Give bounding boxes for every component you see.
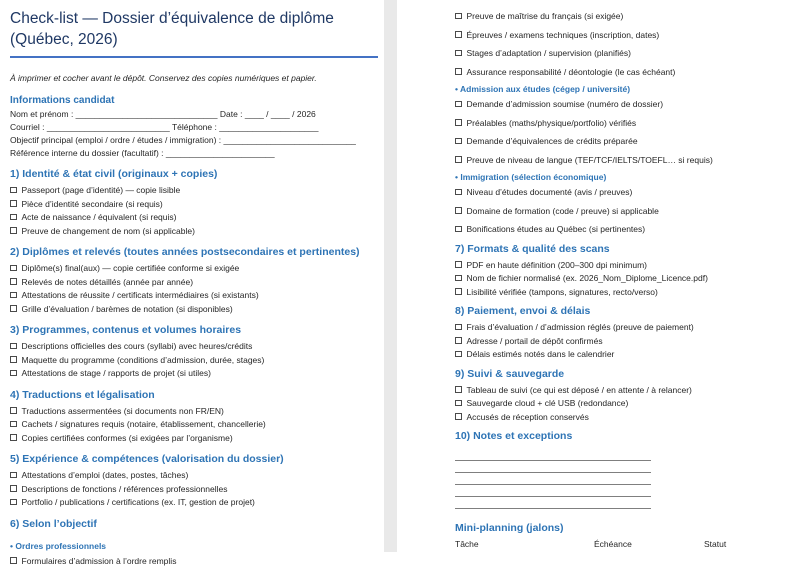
checklist-item-label: Preuve de maîtrise du français (si exigée) <box>467 11 624 21</box>
checklist-item-label: Demande d’admission soumise (numéro de dossier) <box>467 99 664 109</box>
checklist-right-sections <box>455 10 778 549</box>
checkbox-icon[interactable] <box>10 292 17 299</box>
checklist-item-label: Traductions assermentées (si documents non FR/EN) <box>22 406 224 416</box>
checklist-section <box>455 367 778 425</box>
checklist-item-label: Attestations de réussite / certificats intermédiaires (si existants) <box>22 290 259 300</box>
candidate-form-line: Courriel : __________________________ Téléphone : _____________________ <box>10 121 384 134</box>
checklist-item <box>455 205 778 218</box>
checklist-item-label: Délais estimés notés dans le calendrier <box>467 349 615 359</box>
checklist-item <box>455 272 778 286</box>
checklist-item <box>10 276 384 290</box>
checkbox-icon[interactable] <box>10 557 17 564</box>
checklist-section <box>455 242 778 300</box>
checkbox-icon[interactable] <box>455 31 462 38</box>
checklist-item <box>455 223 778 236</box>
notes-blank-line <box>455 461 651 473</box>
checklist-item-label: Acte de naissance / équivalent (si requis) <box>22 212 177 222</box>
checklist-item <box>10 418 384 432</box>
checkbox-icon[interactable] <box>10 187 17 194</box>
checklist-item-label: Formulaires d’admission à l’ordre remplis <box>22 556 177 566</box>
checkbox-icon[interactable] <box>455 288 462 295</box>
checklist-item-label: Preuve de niveau de langue (TEF/TCF/IELTS/TOEFL… si requis) <box>467 155 713 165</box>
checklist-item-label: Adresse / portail de dépôt confirmés <box>467 336 603 346</box>
section-heading: 3) Programmes, contenus et volumes horaires <box>10 323 384 338</box>
section-heading: 6) Selon l’objectif <box>10 517 384 532</box>
checklist-item-label: Bonifications études au Québec (si pertinentes) <box>467 224 646 234</box>
checkbox-icon[interactable] <box>455 324 462 331</box>
checklist-item-label: Domaine de formation (code / preuve) si applicable <box>467 206 659 216</box>
checklist-item-label: Grille d’évaluation / barèmes de notation (si disponibles) <box>22 304 233 314</box>
section-heading: 7) Formats & qualité des scans <box>455 242 778 257</box>
checkbox-icon[interactable] <box>10 214 17 221</box>
checklist-section <box>455 521 778 549</box>
checklist-item <box>10 405 384 419</box>
checklist-item <box>455 411 778 425</box>
checkbox-icon[interactable] <box>10 227 17 234</box>
checklist-item-label: PDF en haute définition (200–300 dpi minimum) <box>467 260 648 270</box>
checklist-left-sections <box>10 167 384 568</box>
checklist-section <box>10 388 384 446</box>
checkbox-icon[interactable] <box>10 407 17 414</box>
section-heading: Mini-planning (jalons) <box>455 521 778 536</box>
checklist-item <box>10 225 384 239</box>
checklist-item-label: Portfolio / publications / certifications (ex. IT, gestion de projet) <box>22 497 255 507</box>
checklist-section <box>10 167 384 238</box>
checklist-item <box>455 154 778 167</box>
checklist-item <box>10 555 384 568</box>
notes-blank-line <box>455 485 651 497</box>
checkbox-icon[interactable] <box>455 337 462 344</box>
checklist-section <box>10 245 384 316</box>
checkbox-icon[interactable] <box>10 265 17 272</box>
checklist-item <box>455 117 778 130</box>
checklist-item-label: Cachets / signatures requis (notaire, établissement, chancellerie) <box>22 419 266 429</box>
checklist-item <box>10 340 384 354</box>
checklist-item <box>455 348 778 362</box>
checkbox-icon[interactable] <box>455 138 462 145</box>
checkbox-icon[interactable] <box>10 356 17 363</box>
checklist-item <box>455 29 778 42</box>
checklist-item-label: Frais d’évaluation / d’admission réglés (preuve de paiement) <box>467 322 694 332</box>
checklist-item-label: Descriptions de fonctions / références professionnelles <box>22 484 228 494</box>
section-heading: 2) Diplômes et relevés (toutes années postsecondaires et pertinentes) <box>10 245 384 260</box>
checklist-item <box>10 469 384 483</box>
checklist-item-label: Lisibilité vérifiée (tampons, signatures, recto/verso) <box>467 287 658 297</box>
checklist-item-label: Niveau d’études documenté (avis / preuves) <box>467 187 633 197</box>
checklist-item <box>10 303 384 317</box>
section-heading: 4) Traductions et légalisation <box>10 388 384 403</box>
checkbox-icon[interactable] <box>10 370 17 377</box>
checkbox-icon[interactable] <box>455 119 462 126</box>
checklist-item-label: Préalables (maths/physique/portfolio) vérifiés <box>467 118 637 128</box>
checklist-section <box>10 323 384 381</box>
checklist-item-label: Tableau de suivi (ce qui est déposé / en attente / à relancer) <box>467 385 692 395</box>
checkbox-icon[interactable] <box>10 472 17 479</box>
checklist-item <box>10 496 384 510</box>
notes-blank-line <box>455 497 651 509</box>
checklist-section <box>455 304 778 362</box>
checkbox-icon[interactable] <box>10 278 17 285</box>
checklist-item <box>455 135 778 148</box>
section-heading: 10) Notes et exceptions <box>455 429 778 444</box>
checkbox-icon[interactable] <box>10 434 17 441</box>
checkbox-icon[interactable] <box>455 261 462 268</box>
planning-column-header: Tâche <box>455 539 594 549</box>
candidate-form-line: Nom et prénom : ______________________________ Date : ____ / ____ / 2026 <box>10 108 384 121</box>
checklist-item <box>455 10 778 23</box>
checklist-item-label: Copies certifiées conformes (si exigées par l’organisme) <box>22 433 233 443</box>
checklist-section <box>455 429 778 509</box>
checklist-item <box>10 483 384 497</box>
subsection-heading: • Immigration (sélection économique) <box>455 172 778 183</box>
checklist-item <box>455 286 778 300</box>
checkbox-icon[interactable] <box>455 156 462 163</box>
checkbox-icon[interactable] <box>10 305 17 312</box>
checklist-item-label: Assurance responsabilité / déontologie (le cas échéant) <box>467 67 676 77</box>
checklist-item <box>10 262 384 276</box>
checklist-item <box>455 186 778 199</box>
checklist-item <box>455 98 778 111</box>
checkbox-icon[interactable] <box>10 421 17 428</box>
checklist-item-label: Nom de fichier normalisé (ex. 2026_Nom_Diplome_Licence.pdf) <box>467 273 708 283</box>
notes-blank-lines <box>455 449 778 509</box>
checkbox-icon[interactable] <box>455 386 462 393</box>
checklist-section <box>455 84 778 167</box>
checklist-item <box>10 367 384 381</box>
checklist-item-label: Épreuves / examens techniques (inscription, dates) <box>467 30 660 40</box>
checkbox-icon[interactable] <box>455 226 462 233</box>
checklist-item-label: Pièce d’identité secondaire (si requis) <box>22 199 163 209</box>
planning-column-header: Échéance <box>594 539 704 549</box>
checklist-item-label: Passeport (page d’identité) — copie lisible <box>22 185 181 195</box>
checkbox-icon[interactable] <box>10 200 17 207</box>
notes-blank-line <box>455 449 651 461</box>
checklist-item <box>455 335 778 349</box>
checkbox-icon[interactable] <box>455 351 462 358</box>
checkbox-icon[interactable] <box>455 275 462 282</box>
checklist-section <box>10 452 384 510</box>
checkbox-icon[interactable] <box>455 13 462 20</box>
section-heading: 5) Expérience & compétences (valorisation du dossier) <box>10 452 384 467</box>
checklist-item <box>455 259 778 273</box>
candidate-info-heading: Informations candidat <box>10 95 384 106</box>
checkbox-icon[interactable] <box>455 189 462 196</box>
checklist-item-label: Descriptions officielles des cours (syllabi) avec heures/crédits <box>22 341 253 351</box>
document-title: Check-list — Dossier d’équivalence de diplôme (Québec, 2026) <box>10 8 382 50</box>
checklist-item <box>455 66 778 79</box>
document-subtitle: À imprimer et cocher avant le dépôt. Conservez des copies numériques et papier. <box>10 73 384 83</box>
notes-blank-line <box>455 473 651 485</box>
planning-header-row <box>455 539 778 549</box>
checklist-item-label: Attestations d’emploi (dates, postes, tâches) <box>22 470 189 480</box>
checklist-section <box>10 517 384 568</box>
candidate-form-line: Référence interne du dossier (facultatif) : _______________________ <box>10 147 384 160</box>
checklist-item <box>10 432 384 446</box>
checkbox-icon[interactable] <box>455 50 462 57</box>
checklist-item-label: Maquette du programme (conditions d’admission, durée, stages) <box>22 355 265 365</box>
page-column-right <box>397 0 788 552</box>
checkbox-icon[interactable] <box>455 400 462 407</box>
checklist-item <box>455 397 778 411</box>
checklist-item-label: Attestations de stage / rapports de projet (si utiles) <box>22 368 211 378</box>
candidate-info-fields <box>10 108 384 160</box>
section-heading: 9) Suivi & sauvegarde <box>455 367 778 382</box>
checklist-item <box>10 289 384 303</box>
checkbox-icon[interactable] <box>455 101 462 108</box>
page-gap <box>384 0 397 552</box>
checklist-item-label: Stages d’adaptation / supervision (planifiés) <box>467 48 631 58</box>
candidate-form-line: Objectif principal (emploi / ordre / études / immigration) : ____________________________ <box>10 134 384 147</box>
checklist-item-label: Diplôme(s) final(aux) — copie certifiée conforme si exigée <box>22 263 240 273</box>
checkbox-icon[interactable] <box>455 68 462 75</box>
subsection-heading: • Ordres professionnels <box>10 541 384 552</box>
checkbox-icon[interactable] <box>10 485 17 492</box>
checkbox-icon[interactable] <box>455 207 462 214</box>
page-column-left <box>0 0 384 552</box>
checklist-item <box>455 47 778 60</box>
checklist-item <box>10 354 384 368</box>
checkbox-icon[interactable] <box>10 499 17 506</box>
checklist-item-label: Accusés de réception conservés <box>467 412 589 422</box>
checklist-item <box>455 321 778 335</box>
checklist-item-label: Relevés de notes détaillés (année par année) <box>22 277 194 287</box>
checklist-item <box>10 198 384 212</box>
section-heading: 8) Paiement, envoi & délais <box>455 304 778 319</box>
checklist-section <box>455 10 778 79</box>
checkbox-icon[interactable] <box>10 343 17 350</box>
checkbox-icon[interactable] <box>455 413 462 420</box>
checklist-item-label: Preuve de changement de nom (si applicable) <box>22 226 195 236</box>
section-heading: 1) Identité & état civil (originaux + copies) <box>10 167 384 182</box>
checklist-section <box>455 172 778 236</box>
checklist-item <box>10 211 384 225</box>
planning-column-header: Statut <box>704 539 778 549</box>
checklist-item-label: Demande d’équivalences de crédits préparée <box>467 136 638 146</box>
checklist-item <box>10 184 384 198</box>
checklist-item-label: Sauvegarde cloud + clé USB (redondance) <box>467 398 629 408</box>
checklist-item <box>455 384 778 398</box>
title-underline-rule <box>10 56 378 58</box>
subsection-heading: • Admission aux études (cégep / université) <box>455 84 778 95</box>
